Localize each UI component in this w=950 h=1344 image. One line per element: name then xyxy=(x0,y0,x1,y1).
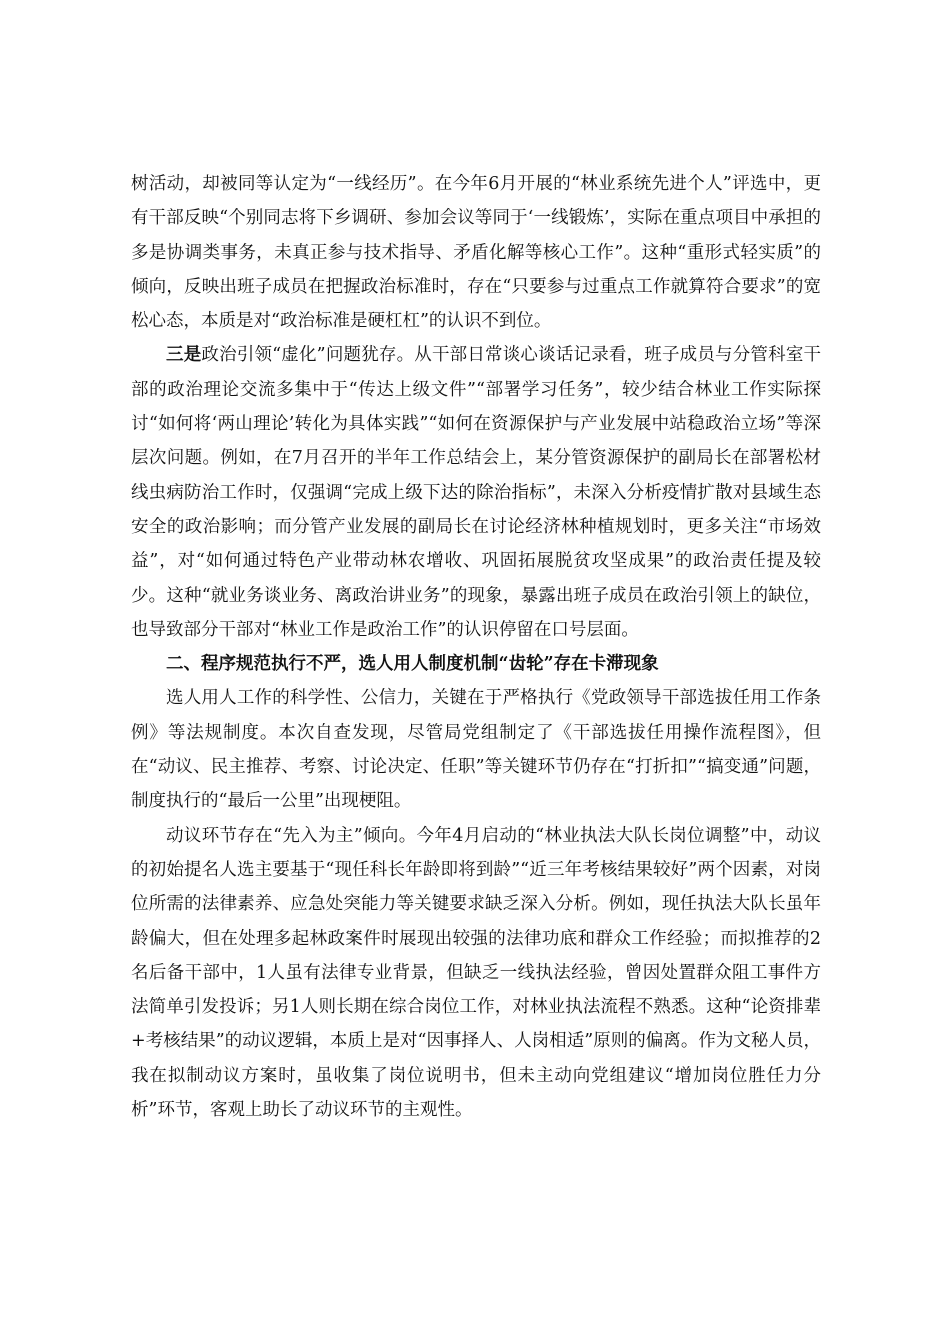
paragraph-continuation: 树活动，却被同等认定为“一线经历”。在今年6月开展的“林业系统先进个人”评选中，更有干部反映“个别同志将下乡调研、参加会议等同于‘一线锻炼’，实际在重点项目中承担的多是协调类事务，未真正参与技术指导、矛盾化解等核心工作”。这种“重形式轻实质”的倾向，反映出班子成员在把握政治标准时，存在“只要参与过重点工作就算符合要求”的宽松心态，本质是对“政治标准是硬杠杠”的认识不到位。 xyxy=(131,174,821,332)
paragraph-lead-bold: 三是 xyxy=(166,345,202,366)
paragraph-motion-stage: 动议环节存在“先入为主”倾向。今年4月启动的“林业执法大队长岗位调整”中，动议的初始提名人选主要基于“现任科长年龄即将到龄”“近三年考核结果较好”两个因素，对岗位所需的法律素养、应急处突能力等关键要求缺乏深入分析。例如，现任执法大队长虽年龄偏大，但在处理多起林政案件时展现出较强的法律功底和群众工作经验；而拟推荐的2名后备干部中，1人虽有法律专业背景，但缺乏一线执法经验，曾因处置群众阻工事件方法简单引发投诉；另1人则长期在综合岗位工作，对林业执法流程不熟悉。这种“论资排辈+考核结果”的动议逻辑，本质上是对“因事择人、人岗相适”原则的偏离。作为文秘人员，我在拟制动议方案时，虽收集了岗位说明书，但未主动向党组建议“增加岗位胜任力分析”环节，客观上助长了动议环节的主观性。 xyxy=(131,825,821,1121)
document-body xyxy=(131,167,821,1127)
paragraph-section-intro: 选人用人工作的科学性、公信力，关键在于严格执行《党政领导干部选拔任用工作条例》等法规制度。本次自查发现，尽管局党组制定了《干部选拔任用操作流程图》，但在“动议、民主推荐、考察、讨论决定、任职”等关键环节仍存在“打折扣”“搞变通”问题，制度执行的“最后一公里”出现梗阻。 xyxy=(131,688,821,812)
paragraph-point-three-text: 政治引领“虚化”问题犹存。从干部日常谈心谈话记录看，班子成员与分管科室干部的政治理论交流多集中于“传达上级文件”“部署学习任务”，较少结合林业工作实际探讨“如何将‘两山理论’转化为具体实践”“如何在资源保护与产业发展中站稳政治立场”等深层次问题。例如，在7月召开的半年工作总结会上，某分管资源保护的副局长在部署松材线虫病防治工作时，仅强调“完成上级下达的除治指标”，未深入分析疫情扩散对县域生态安全的政治影响；而分管产业发展的副局长在讨论经济林种植规划时，更多关注“市场效益”，对“如何通过特色产业带动林农增收、巩固拓展脱贫攻坚成果”的政治责任提及较少。这种“就业务谈业务、离政治讲业务”的现象，暴露出班子成员在政治引领上的缺位，也导致部分干部对“林业工作是政治工作”的认识停留在口号层面。 xyxy=(131,345,822,640)
section-heading: 二、程序规范执行不严，选人用人制度机制“齿轮”存在卡滞现象 xyxy=(166,654,659,675)
paragraph-point-three xyxy=(131,338,821,647)
